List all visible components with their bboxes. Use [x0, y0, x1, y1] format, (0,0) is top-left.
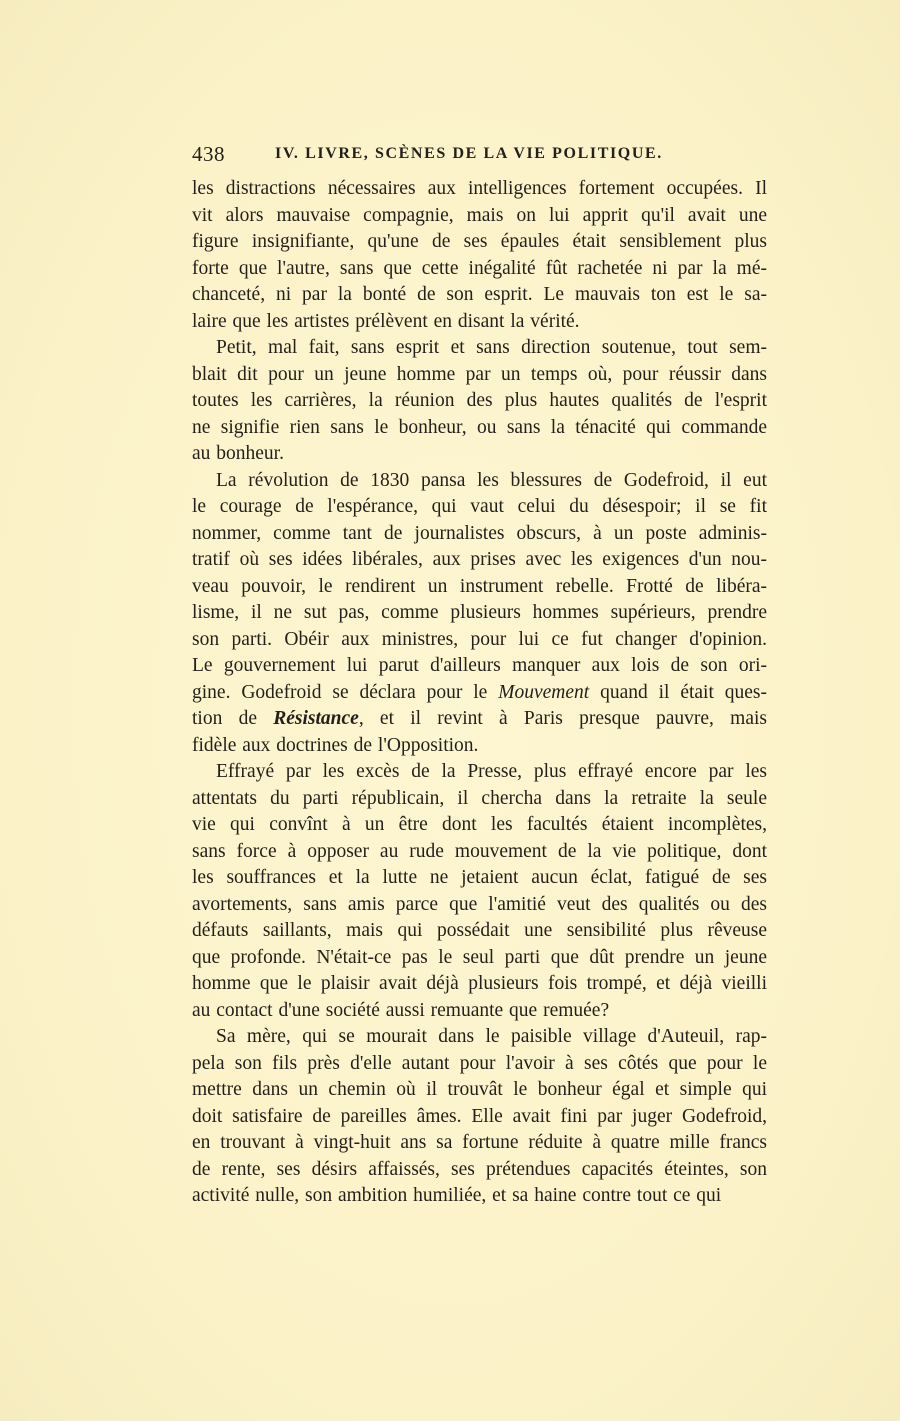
text-line [192, 706, 767, 733]
text-line: vie qui convînt à un être dont les facultés étaient incomplètes, [192, 814, 767, 835]
text-line: chanceté, ni par la bonté de son esprit. Le mauvais ton est le sa- [192, 284, 767, 305]
text-segment: quand il était ques- [589, 681, 767, 703]
text-line: activité nulle, son ambition humiliée, et sa haine contre tout ce qui [192, 1185, 722, 1206]
paragraph [192, 1024, 767, 1210]
text-line: ne signifie rien sans le bonheur, ou sans la ténacité qui commande [192, 416, 767, 438]
paragraph [192, 176, 767, 335]
text-line: en trouvant à vingt-huit ans sa fortune réduite à quatre mille francs [192, 1132, 767, 1153]
text-segment: tion de [192, 708, 274, 729]
text-line: La révolution de 1830 pansa les blessures de Godefroid, il eut [216, 469, 767, 491]
paragraph [192, 759, 767, 1024]
text-line: mettre dans un chemin où il trouvât le bonheur égal et simple qui [192, 1079, 767, 1100]
text-segment: , et il revint à Paris presque pauvre, mais [358, 708, 767, 729]
text-line: avortements, sans amis parce que l'amitié veut des qualités ou des [192, 893, 767, 915]
running-title: IV. LIVRE, SCÈNES DE LA VIE POLITIQUE. [275, 145, 663, 162]
text-line: les souffrances et la lutte ne jetaient aucun éclat, fatigué de ses [192, 867, 767, 888]
text-line: les distractions nécessaires aux intelligences fortement occupées. Il [192, 178, 767, 199]
text-line: figure insignifiante, qu'une de ses épaules était sensiblement plus [192, 231, 767, 252]
text-line: au bonheur. [192, 443, 284, 464]
page-header [192, 142, 768, 170]
text-line: toutes les carrières, la réunion des plus hautes qualités de l'esprit [192, 390, 767, 411]
text-line: Petit, mal fait, sans esprit et sans direction soutenue, tout sem- [216, 337, 767, 358]
text-line: son parti. Obéir aux ministres, pour lui ce fut changer d'opinion. [192, 628, 767, 650]
text-line: que profonde. N'était-ce pas le seul parti que dût prendre un jeune [192, 946, 767, 968]
text-line: forte que l'autre, sans que cette inégalité fût rachetée ni par la mé- [192, 257, 767, 279]
emphasized-term: Résistance [273, 708, 359, 729]
text-line: au contact d'une société aussi remuante que remuée? [192, 999, 610, 1021]
page-body-text [192, 176, 767, 1210]
text-line: homme que le plaisir avait déjà plusieurs fois trompé, et déjà vieilli [192, 973, 767, 994]
text-line: de rente, ses désirs affaissés, ses prétendues capacités éteintes, son [192, 1158, 767, 1180]
text-line: Sa mère, qui se mourait dans le paisible village d'Auteuil, rap- [216, 1026, 767, 1047]
text-line: défauts saillants, mais qui possédait une sensibilité plus rêveuse [192, 920, 767, 941]
page-number: 438 [192, 142, 225, 166]
text-line: lisme, il ne sut pas, comme plusieurs hommes supérieurs, prendre [192, 602, 767, 623]
text-line [192, 680, 767, 707]
text-line: pela son fils près d'elle autant pour l'avoir à ses côtés que pour le [192, 1052, 767, 1074]
text-line: vit alors mauvaise compagnie, mais on lui apprit qu'il avait une [192, 204, 767, 226]
text-line: le courage de l'espérance, qui vaut celui du désespoir; il se fit [192, 496, 767, 517]
text-line: Effrayé par les excès de la Presse, plus effrayé encore par les [216, 761, 767, 782]
text-line: attentats du parti républicain, il chercha dans la retraite la seule [192, 787, 767, 809]
text-line: blait dit pour un jeune homme par un temps où, pour réussir dans [192, 363, 767, 385]
text-segment: gine. Godefroid se déclara pour le [192, 681, 499, 703]
paragraph [192, 335, 767, 468]
text-line: tratif où ses idées libérales, aux prises avec les exigences d'un nou- [192, 549, 767, 570]
emphasized-term: Mouvement [498, 681, 590, 703]
text-line: Le gouvernement lui parut d'ailleurs manquer aux lois de son ori- [192, 655, 767, 676]
text-line: nommer, comme tant de journalistes obscurs, à un poste adminis- [192, 522, 767, 544]
text-line: doit satisfaire de pareilles âmes. Elle avait fini par juger Godefroid, [192, 1105, 767, 1127]
text-line: sans force à opposer au rude mouvement de la vie politique, dont [192, 840, 767, 862]
text-line: veau pouvoir, le rendirent un instrument rebelle. Frotté de libéra- [192, 575, 767, 597]
paragraph [192, 468, 767, 760]
text-line: laire que les artistes prélèvent en disant la vérité. [192, 310, 580, 332]
text-line: fidèle aux doctrines de l'Opposition. [192, 734, 479, 756]
